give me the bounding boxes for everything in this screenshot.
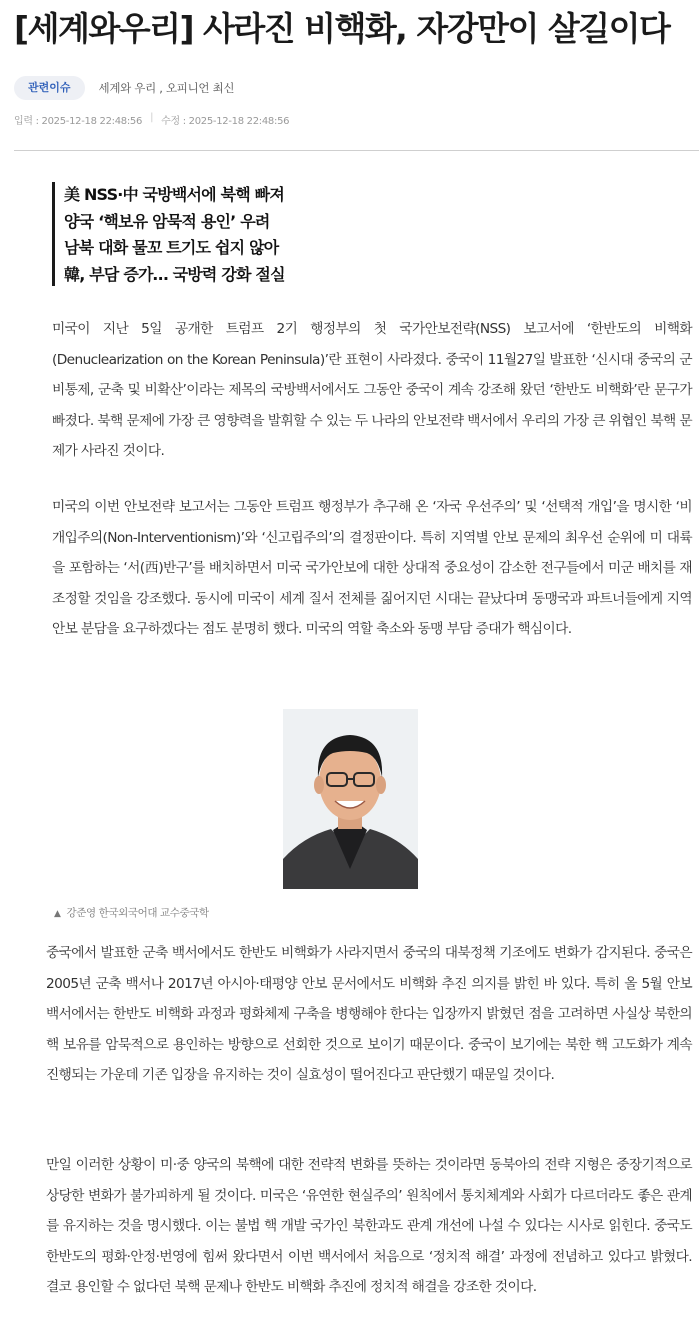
article-dates	[14, 112, 289, 127]
article-meta	[14, 76, 234, 100]
date-separator: |	[150, 112, 154, 123]
subheadline: 남북 대화 물꼬 트기도 쉽지 않아	[64, 238, 279, 257]
related-issue-tag[interactable]: 관련이슈	[14, 76, 85, 100]
photo-caption	[54, 905, 209, 920]
subheadline: 양국 ‘핵보유 암묵적 용인’ 우려	[64, 211, 270, 231]
author-portrait-illustration	[283, 709, 418, 889]
header-divider	[14, 150, 699, 151]
article-paragraph: 만일 이러한 상황이 미·중 양국의 북핵에 대한 전략적 변화를 뜻하는 것이라면 동북아의 전략 지형은 중장기적으로 상당한 변화가 불가피하게 될 것이다. 미국은 ‘유연한 현실주의’ 원칙에서 통치체계와 사회가 다르더라도 좋은 관계를 유지하는 것을 명시했다. 이는 불법 핵 개발 국가인 북한과도 관계 개선에 나설 수 있다는 시사로 읽힌다. 중국도 한반도의 평화·안정·번영에 힘써 왔다면서 이번 백서에서 처음으로 ‘정치적 해결’ 과정에 전념하고 있다고 밝혔다. 결코 용인할 수 없다던 북핵 문제나 한반도 비핵화 추진에 정치적 해결을 강조한 것이다.	[46, 1157, 692, 1295]
category-breadcrumb[interactable]: 세계와 우리 , 오피니언 최신	[98, 81, 235, 95]
article-paragraph: 중국에서 발표한 군축 백서에서도 한반도 비핵화가 사라지면서 중국의 대북정책 기조에도 변화가 감지된다. 중국은 2005년 군축 백서나 2017년 아시아·태평양 안보 문서에서도 비핵화 추진 의지를 밝힌 바 있다. 특히 올 5월 안보 백서에서는 한반도 비핵화 과정과 평화체제 구축을 병행해야 한다는 입장까지 밝혔던 점을 고려하면 사실상 북한의 핵 보유를 암묵적으로 용인하는 방향으로 선회한 것으로 보이기 때문이다. 중국이 보기에는 북한 핵 고도화가 계속 진행되는 가운데 기존 입장을 유지하는 것이 실효성이 떨어진다고 판단했기 때문일 것이다.	[46, 945, 692, 1083]
article-paragraph: 미국의 이번 안보전략 보고서는 그동안 트럼프 행정부가 추구해 온 ‘자국 우선주의’ 및 ‘선택적 개입’을 명시한 ‘비개입주의(Non-Interventionism)’와 ‘신고립주의’의 결정판이다. 특히 지역별 안보 문제의 최우선 순위에 미 대륙을 포함하는 ‘서(西)반구’를 배치하면서 미국 국가안보에 대한 상대적 중요성이 감소한 전구들에서 미군 배치를 재조정할 것임을 강조했다. 동시에 미국이 세계 질서 전체를 짊어지던 시대는 끝났다며 동맹국과 파트너들에게 지역안보 분담을 요구하겠다는 점도 분명히 했다. 미국의 역할 축소와 동맹 부담 증대가 핵심이다.	[52, 499, 692, 637]
subheadline: 韓, 부담 증가… 국방력 강화 절실	[64, 264, 285, 284]
input-date: 입력 : 2025-12-18 22:48:56	[14, 116, 143, 127]
article-headline: [세계와우리] 사라진 비핵화, 자강만이 살길이다	[14, 9, 670, 48]
modified-date: 수정 : 2025-12-18 22:48:56	[161, 116, 290, 127]
article-paragraph: 미국이 지난 5일 공개한 트럼프 2기 행정부의 첫 국가안보전략(NSS) 보고서에 ‘한반도의 비핵화(Denuclearization on the Korean Peninsula)’란 표현이 사라졌다. 중국이 11월27일 발표한 ‘신시대 중국의 군비통제, 군축 및 비확산’이라는 제목의 국방백서에서도 그동안 중국이 계속 강조해 왔던 ‘한반도 비핵화’란 문구가 빠졌다. 북핵 문제에 가장 큰 영향력을 발휘할 수 있는 두 나라의 안보전략 백서에서 우리의 가장 큰 위협인 북핵 문제가 사라진 것이다.	[52, 321, 692, 459]
author-photo	[283, 709, 418, 889]
subheadline-block	[52, 182, 392, 286]
subheadline: 美 NSS·中 국방백서에 북핵 빠져	[64, 185, 284, 204]
caption-text: 강준영 한국외국어대 교수중국학	[66, 907, 209, 919]
caption-marker: ▲	[54, 909, 61, 919]
